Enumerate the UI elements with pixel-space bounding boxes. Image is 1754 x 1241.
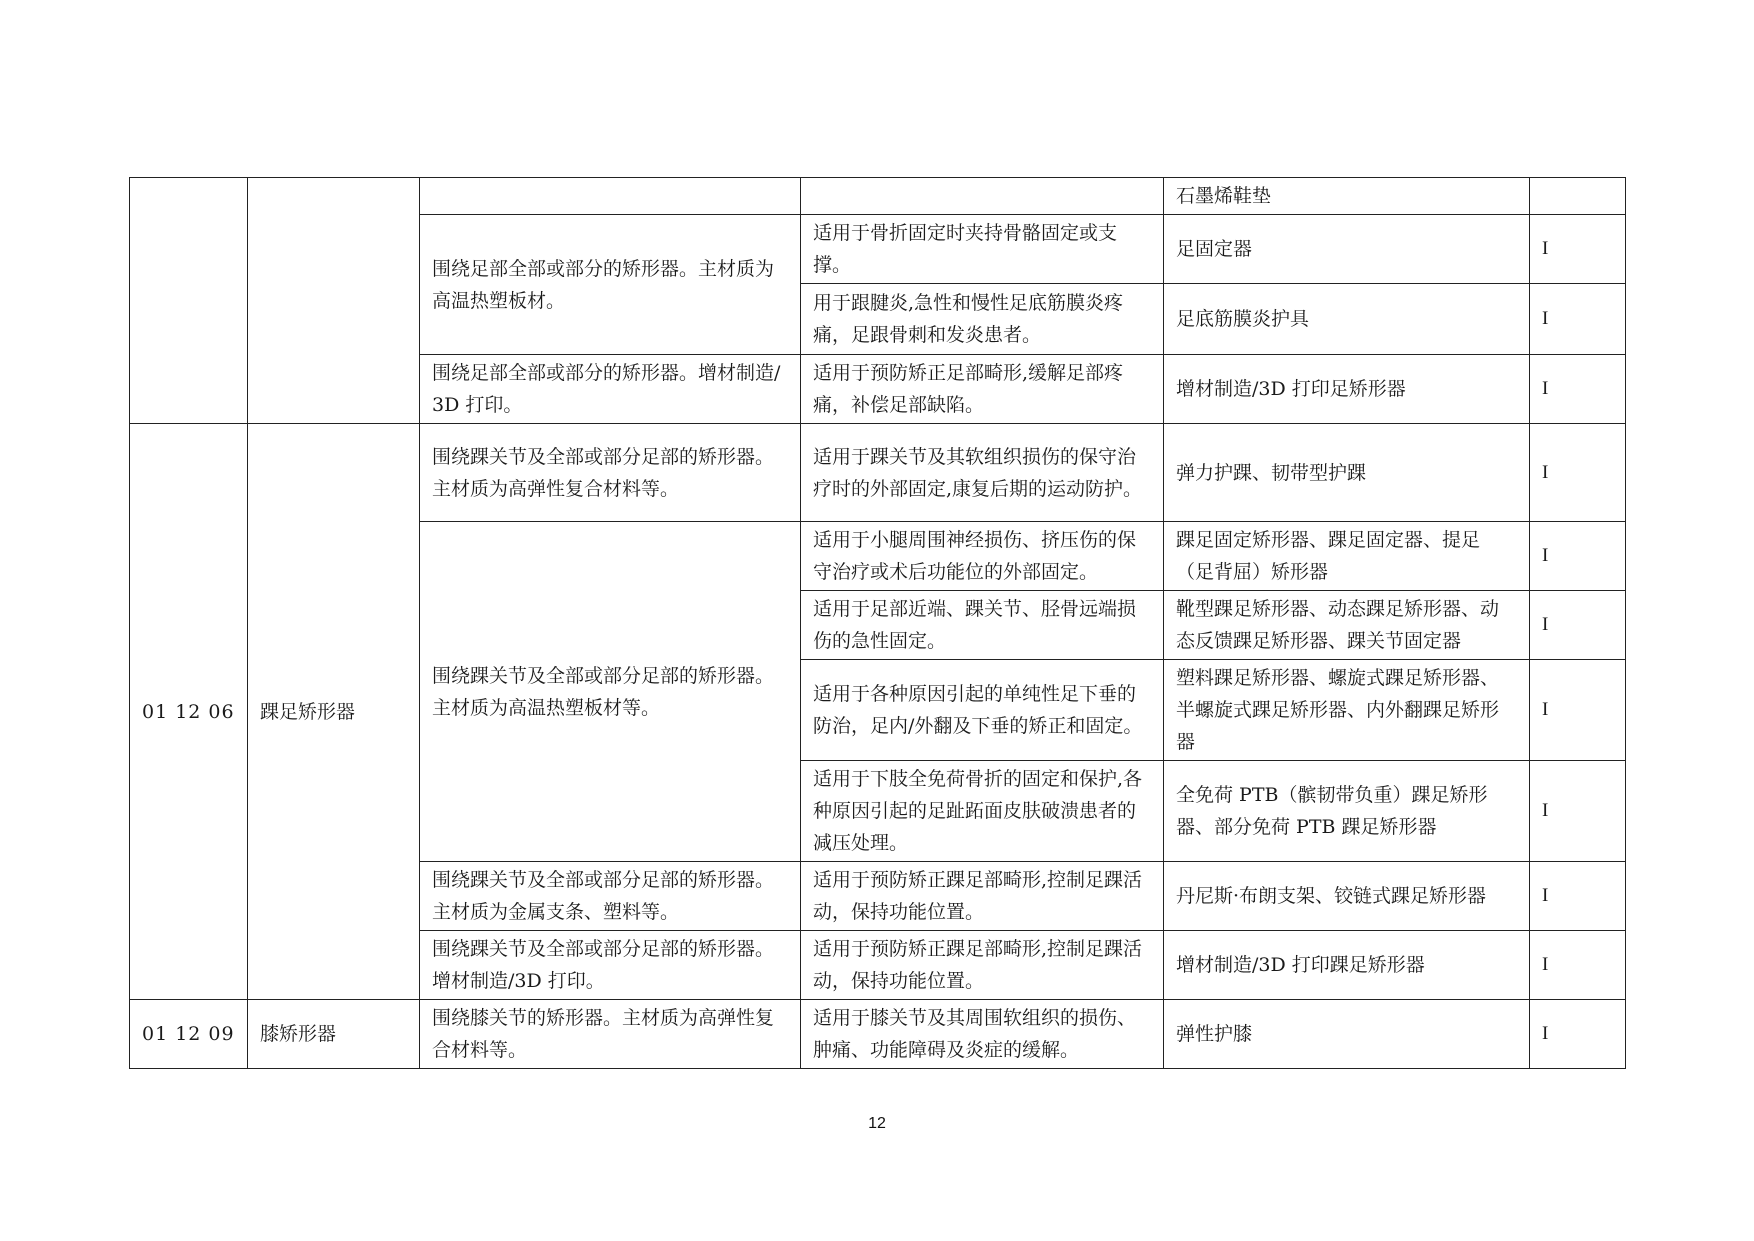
- class-cell: I: [1530, 1000, 1626, 1069]
- class-cell: I: [1530, 931, 1626, 1000]
- description-cell: 围绕踝关节及全部或部分足部的矫形器。主材质为金属支条、塑料等。: [420, 862, 801, 931]
- intended-use-cell: 适用于足部近端、踝关节、胫骨远端损伤的急性固定。: [801, 591, 1164, 660]
- examples-cell: 增材制造/3D 打印踝足矫形器: [1164, 931, 1530, 1000]
- code-cell: 01 12 06: [130, 424, 248, 1000]
- examples-cell: 丹尼斯·布朗支架、铰链式踝足矫形器: [1164, 862, 1530, 931]
- class-cell: I: [1530, 522, 1626, 591]
- class-cell: I: [1530, 761, 1626, 862]
- intended-use-cell: 适用于小腿周围神经损伤、挤压伤的保守治疗或术后功能位的外部固定。: [801, 522, 1164, 591]
- table-row: [130, 424, 1626, 522]
- class-cell: I: [1530, 215, 1626, 284]
- class-cell: I: [1530, 355, 1626, 424]
- intended-use-cell: 适用于各种原因引起的单纯性足下垂的防治，足内/外翻及下垂的矫正和固定。: [801, 660, 1164, 761]
- examples-cell: 靴型踝足矫形器、动态踝足矫形器、动态反馈踝足矫形器、踝关节固定器: [1164, 591, 1530, 660]
- description-cell: 围绕踝关节及全部或部分足部的矫形器。主材质为高弹性复合材料等。: [420, 424, 801, 522]
- examples-cell: 石墨烯鞋垫: [1164, 178, 1530, 215]
- description-cell: 围绕足部全部或部分的矫形器。主材质为高温热塑板材。: [420, 215, 801, 355]
- intended-use-cell: 适用于预防矫正踝足部畸形,控制足踝活动，保持功能位置。: [801, 931, 1164, 1000]
- examples-cell: 增材制造/3D 打印足矫形器: [1164, 355, 1530, 424]
- table-row: [130, 178, 1626, 215]
- examples-cell: 足底筋膜炎护具: [1164, 284, 1530, 355]
- class-cell: I: [1530, 284, 1626, 355]
- device-classification-table: [129, 177, 1626, 1069]
- examples-cell: 踝足固定矫形器、踝足固定器、提足（足背屈）矫形器: [1164, 522, 1530, 591]
- description-cell: 围绕膝关节的矫形器。主材质为高弹性复合材料等。: [420, 1000, 801, 1069]
- code-cell: [130, 178, 248, 424]
- class-cell: I: [1530, 660, 1626, 761]
- class-cell: [1530, 178, 1626, 215]
- page-number: 12: [868, 1115, 886, 1132]
- examples-cell: 弹性护膝: [1164, 1000, 1530, 1069]
- class-cell: I: [1530, 591, 1626, 660]
- intended-use-cell: [801, 178, 1164, 215]
- intended-use-cell: 适用于踝关节及其软组织损伤的保守治疗时的外部固定,康复后期的运动防护。: [801, 424, 1164, 522]
- intended-use-cell: 适用于骨折固定时夹持骨骼固定或支撑。: [801, 215, 1164, 284]
- product-name-cell: 踝足矫形器: [248, 424, 420, 1000]
- code-cell: 01 12 09: [130, 1000, 248, 1069]
- product-name-cell: 膝矫形器: [248, 1000, 420, 1069]
- description-cell: 围绕踝关节及全部或部分足部的矫形器。主材质为高温热塑板材等。: [420, 522, 801, 862]
- class-cell: I: [1530, 424, 1626, 522]
- product-name-cell: [248, 178, 420, 424]
- class-cell: I: [1530, 862, 1626, 931]
- examples-cell: 全免荷 PTB（髌韧带负重）踝足矫形器、部分免荷 PTB 踝足矫形器: [1164, 761, 1530, 862]
- description-cell: [420, 178, 801, 215]
- description-cell: 围绕踝关节及全部或部分足部的矫形器。增材制造/3D 打印。: [420, 931, 801, 1000]
- intended-use-cell: 适用于膝关节及其周围软组织的损伤、肿痛、功能障碍及炎症的缓解。: [801, 1000, 1164, 1069]
- table-row: [130, 1000, 1626, 1069]
- description-cell: 围绕足部全部或部分的矫形器。增材制造/3D 打印。: [420, 355, 801, 424]
- examples-cell: 弹力护踝、韧带型护踝: [1164, 424, 1530, 522]
- intended-use-cell: 适用于预防矫正足部畸形,缓解足部疼痛，补偿足部缺陷。: [801, 355, 1164, 424]
- examples-cell: 塑料踝足矫形器、螺旋式踝足矫形器、半螺旋式踝足矫形器、内外翻踝足矫形器: [1164, 660, 1530, 761]
- examples-cell: 足固定器: [1164, 215, 1530, 284]
- intended-use-cell: 适用于下肢全免荷骨折的固定和保护,各种原因引起的足趾跖面皮肤破溃患者的减压处理。: [801, 761, 1164, 862]
- intended-use-cell: 用于跟腱炎,急性和慢性足底筋膜炎疼痛，足跟骨刺和发炎患者。: [801, 284, 1164, 355]
- intended-use-cell: 适用于预防矫正踝足部畸形,控制足踝活动，保持功能位置。: [801, 862, 1164, 931]
